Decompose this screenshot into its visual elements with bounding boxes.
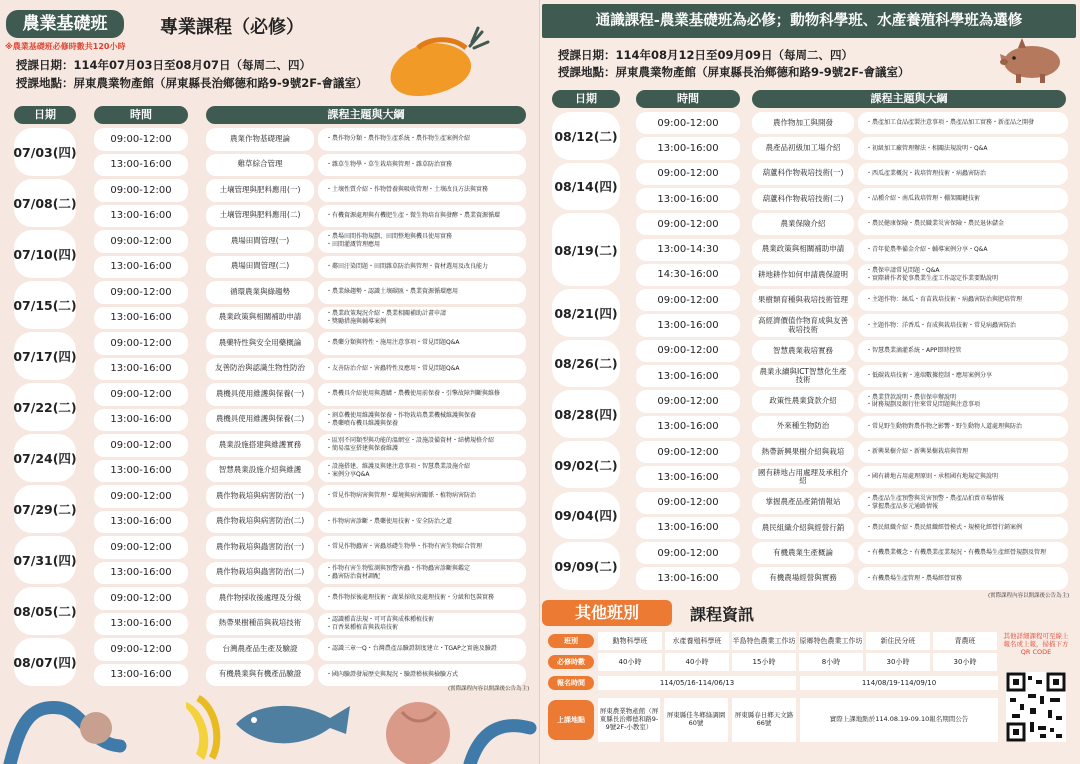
course-outline — [858, 264, 1068, 286]
venue-b: 屏東縣佳冬鄉綠調園60號 — [664, 698, 728, 742]
course-title: 智慧農業栽培實務 — [752, 340, 854, 362]
signup-period-b: 114/08/19-114/09/10 — [800, 676, 998, 690]
course-title: 農作物栽培與病害防治(二) — [206, 511, 314, 534]
course-title: 掌握農產品產銷情報站 — [752, 492, 854, 514]
time-cell: 09:00-12:00 — [94, 230, 188, 253]
qr-code-icon — [1006, 672, 1066, 742]
course-outline — [318, 536, 526, 559]
course-outline — [318, 613, 526, 636]
outline-line: ・鄰田汙染問題・田間雜草防治與管理・資材選用及改良能力 — [326, 262, 489, 270]
date-cell: 07/08(二) — [14, 179, 76, 227]
time-cell: 13:00-16:00 — [94, 358, 188, 381]
course-title: 農場田間管理(一) — [206, 230, 314, 253]
course-outline — [858, 492, 1068, 514]
outline-line: ・品種介紹・南瓜栽培管理・棚架關鍵技術 — [866, 195, 981, 203]
time-cell: 09:00-12:00 — [94, 281, 188, 304]
class-badge: 農業基礎班 — [6, 10, 124, 38]
course-title: 政策性農業貸款介紹 — [752, 390, 854, 412]
time-cell: 13:00-16:00 — [636, 137, 740, 159]
course-title: 農場田間管理(二) — [206, 256, 314, 279]
time-cell: 13:00-16:00 — [636, 416, 740, 438]
course-outline — [858, 365, 1068, 387]
left-footnote: (實際課程內容以開課後公告為主) — [448, 686, 530, 692]
outline-line: ・青年從農準備金介紹・輔導案例分享・Q&A — [866, 245, 988, 253]
course-place-line: 授課地點：屏東農業物產館（屏東縣長治鄉德和路9-9號2F-會議室） — [16, 76, 368, 90]
time-cell: 09:00-12:00 — [636, 340, 740, 362]
outline-line: ・智慧農業滴灌系統・APP即時控管 — [866, 346, 962, 354]
time-cell: 13:00-16:00 — [94, 664, 188, 687]
class-hours-cell: 40小時 — [598, 653, 662, 671]
time-cell: 13:00-14:30 — [636, 239, 740, 261]
course-outline — [318, 562, 526, 585]
course-outline — [318, 664, 526, 687]
outline-line: ・有機農業概念・有機農業產業現況・有機農場生產經營規劃及管理 — [866, 549, 1047, 557]
time-cell: 09:00-12:00 — [94, 179, 188, 202]
time-cell: 09:00-12:00 — [636, 492, 740, 514]
course-outline — [858, 542, 1068, 564]
date-cell: 08/12(二) — [552, 112, 620, 160]
outline-line: ・作物病害診斷・農藥使用技術・安全防治之道 — [326, 517, 453, 525]
time-cell: 09:00-12:00 — [636, 112, 740, 134]
course-outline — [318, 434, 526, 457]
right-footnote: (實際課程內容以開課後公告為主) — [988, 593, 1070, 599]
course-title: 農作物栽培與蟲害防治(二) — [206, 562, 314, 585]
other-classes-title: 其他班別 — [542, 600, 672, 626]
outline-line: ・雜草生物學・草生栽培與管理・雜草防治實務 — [326, 160, 453, 168]
time-cell: 13:00-16:00 — [94, 562, 188, 585]
outline-line: ・常見作物病害與管理・環境與病害關係・植物病害防治 — [326, 492, 477, 500]
row-label-venue: 上課地點 — [548, 700, 594, 740]
time-cell: 09:00-12:00 — [94, 536, 188, 559]
outline-line: ・有機資源處理與有機肥生產・微生物培育與發酵・農業資源循環 — [326, 211, 501, 219]
row-label-class: 班別 — [548, 634, 594, 648]
time-cell: 13:00-16:00 — [636, 517, 740, 539]
course-outline — [858, 112, 1068, 134]
course-outline — [858, 314, 1068, 336]
time-cell: 09:00-12:00 — [94, 383, 188, 406]
right-page — [540, 0, 1080, 764]
class-hours-cell: 15小時 — [732, 653, 796, 671]
date-cell: 08/14(四) — [552, 163, 620, 211]
course-outline — [318, 409, 526, 432]
time-cell: 13:00-16:00 — [94, 205, 188, 228]
outline-line: ・實際耕作者從事農業生產工作認定作業要點說明 — [866, 274, 999, 282]
course-title: 智慧農業設施介紹與維護 — [206, 460, 314, 483]
course-outline — [318, 460, 526, 483]
required-hours-note: ※農業基礎班必修時數共120小時 — [5, 42, 126, 51]
outline-line: ・農保申請常見問題・Q&A — [866, 267, 940, 275]
course-outline — [858, 390, 1068, 412]
course-outline — [318, 638, 526, 661]
outline-line: ・國內驗證發展歷史與現況・驗證稽核與檢驗方式 — [326, 670, 459, 678]
outline-line: ・農民組織介紹・農民組織經營模式・規模化經營行銷案例 — [866, 524, 1023, 532]
course-outline — [858, 137, 1068, 159]
course-title: 耕地耕作如何申請農保證明 — [752, 264, 854, 286]
course-title: 台灣農產品生產及驗證 — [206, 638, 314, 661]
time-cell: 13:00-16:00 — [636, 314, 740, 336]
venue-a: 屏東農業物產館（屏東縣長治鄉德和路9-9號2F-小教室） — [598, 698, 660, 742]
date-cell: 07/03(四) — [14, 128, 76, 176]
outline-line: ・常見野生動物對農作物之影響・野生動物人道處理與防治 — [866, 422, 1023, 430]
time-cell: 13:00-16:00 — [94, 154, 188, 177]
outline-line: ・百香果種植苗與栽培技術 — [326, 623, 399, 631]
course-title: 土壤管理與肥料應用(二) — [206, 205, 314, 228]
date-cell: 08/19(二) — [552, 213, 620, 286]
time-cell: 09:00-12:00 — [636, 289, 740, 311]
course-title: 農業設施搭建與維護實務 — [206, 434, 314, 457]
course-outline — [858, 188, 1068, 210]
course-title: 果樹類育種與栽培技術管理 — [752, 289, 854, 311]
time-cell: 13:00-16:00 — [94, 613, 188, 636]
time-cell: 09:00-12:00 — [94, 587, 188, 610]
course-outline — [858, 163, 1068, 185]
outline-line: ・新興果樹介紹・新興果樹栽培與管理 — [866, 448, 969, 456]
date-cell: 09/09(二) — [552, 542, 620, 590]
date-cell: 07/22(二) — [14, 383, 76, 431]
course-place-line-right: 授課地點：屏東農業物產館（屏東縣長治鄉德和路9-9號2F-會議室） — [558, 65, 910, 79]
course-title: 農藥特性與安全用藥概論 — [206, 332, 314, 355]
course-title: 有機農業與有機產品驗證 — [206, 664, 314, 687]
course-title: 農業政策與相關補助申請 — [206, 307, 314, 330]
class-name-cell: 新住民分班 — [866, 632, 930, 650]
course-title: 農民組織介紹與經營行銷 — [752, 517, 854, 539]
outline-line: ・西瓜產業概況・栽培管理技術・病蟲害防治 — [866, 169, 987, 177]
header-time-right: 時間 — [636, 90, 740, 108]
course-title: 高經濟價值作物育成與友善栽培技術 — [752, 314, 854, 336]
course-title: 葫蘆科作物栽培技術(一) — [752, 163, 854, 185]
date-cell: 07/31(四) — [14, 536, 76, 584]
course-title: 國有耕地占用處理及承租介紹 — [752, 466, 854, 488]
date-cell: 08/21(四) — [552, 289, 620, 337]
outline-line: ・國有耕地占用處理原則・承租國有地規定與說明 — [866, 473, 999, 481]
class-hours-cell: 30小時 — [933, 653, 997, 671]
course-outline — [858, 567, 1068, 589]
outline-line: ・案例分享Q&A — [326, 470, 370, 478]
date-cell: 07/15(二) — [14, 281, 76, 329]
course-title: 熱帶新興果樹介紹與栽培 — [752, 441, 854, 463]
course-outline — [318, 358, 526, 381]
time-cell: 09:00-12:00 — [94, 485, 188, 508]
course-outline — [318, 256, 526, 279]
outline-line: ・主題作物：絲瓜・育苗栽培技術・病蟲害防治與肥培管理 — [866, 296, 1023, 304]
time-cell: 09:00-12:00 — [94, 128, 188, 151]
class-name-cell: 動物科學班 — [598, 632, 662, 650]
date-cell: 08/28(四) — [552, 390, 620, 438]
boar-icon — [996, 34, 1068, 84]
course-outline — [318, 205, 526, 228]
farm-vegetables-illustration — [0, 684, 540, 764]
date-cell: 07/10(四) — [14, 230, 76, 278]
header-date-right: 日期 — [552, 90, 620, 108]
date-cell: 08/26(二) — [552, 340, 620, 388]
date-cell: 09/02(二) — [552, 441, 620, 489]
outline-line: ・農產加工食品產製注意事項・農產品加工實務・新產品之開發 — [866, 119, 1035, 127]
venue-d: 實際上課地點於114.08.19-09.10報名期間公告 — [800, 698, 998, 742]
course-title: 農作物栽培與蟲害防治(一) — [206, 536, 314, 559]
outline-line: ・初級加工廠管理辦法・相關法規說明・Q&A — [866, 144, 988, 152]
time-cell: 09:00-12:00 — [94, 638, 188, 661]
time-cell: 09:00-12:00 — [636, 441, 740, 463]
venue-c: 屏東縣春日鄉天文路66號 — [732, 698, 796, 742]
class-name-cell: 水產養殖科學班 — [665, 632, 729, 650]
outline-line: ・蟲害防治資材調配 — [326, 572, 381, 580]
class-name-cell: 半島特色農業工作坊 — [732, 632, 796, 650]
time-cell: 13:00-16:00 — [636, 365, 740, 387]
course-outline — [318, 485, 526, 508]
class-name-cell: 青農班 — [933, 632, 997, 650]
course-title: 農產品初級加工場介紹 — [752, 137, 854, 159]
course-title: 農機具使用維護與保養(一) — [206, 383, 314, 406]
time-cell: 13:00-16:00 — [636, 466, 740, 488]
time-cell: 13:00-16:00 — [636, 567, 740, 589]
outline-line: ・有機農場生產管理・農場經營實務 — [866, 574, 963, 582]
date-cell: 08/05(二) — [14, 587, 76, 635]
course-title: 友善防治與認識生物性防治 — [206, 358, 314, 381]
time-cell: 13:00-16:00 — [94, 409, 188, 432]
course-outline — [858, 416, 1068, 438]
course-outline — [858, 239, 1068, 261]
time-cell: 09:00-12:00 — [94, 332, 188, 355]
header-date: 日期 — [14, 106, 76, 124]
qr-note: 其他詳細課程可至線上報名或上報，掃描下方QR CODE — [1003, 632, 1069, 657]
outline-line: ・農藥分類與特性・施用注意事項・常見問題Q&A — [326, 339, 460, 347]
time-cell: 13:00-16:00 — [94, 460, 188, 483]
outline-line: ・農業貸款說明・農信保申辦說明 — [866, 393, 957, 401]
general-course-banner: 通識課程-農業基礎班為必修；動物科學班、水產養殖科學班為選修 — [542, 4, 1076, 38]
course-outline — [858, 517, 1068, 539]
header-topic-right: 課程主題與大綱 — [752, 90, 1066, 108]
course-outline — [858, 289, 1068, 311]
course-title: 農作物採收後處理及分級 — [206, 587, 314, 610]
outline-line: ・低碳栽培技術・遠端數據控制・應用案例分享 — [866, 372, 993, 380]
course-outline — [318, 230, 526, 253]
course-title: 農作物栽培與病害防治(一) — [206, 485, 314, 508]
course-info-title: 課程資訊 — [690, 605, 755, 624]
time-cell: 14:30-16:00 — [636, 264, 740, 286]
course-outline — [318, 128, 526, 151]
outline-line: ・友善防治介紹・害蟲特性及應用・常見問題Q&A — [326, 364, 460, 372]
outline-line: ・簡易溫室搭建與保養維護 — [326, 445, 399, 453]
class-name-cell: 原鄉特色農業工作坊 — [799, 632, 863, 650]
outline-line: ・農產品生產預警與災害預警・農產品拍賣市場情報 — [866, 494, 1005, 502]
date-cell: 07/24(四) — [14, 434, 76, 482]
course-title: 葫蘆科作物栽培技術(二) — [752, 188, 854, 210]
course-outline — [858, 213, 1068, 235]
course-outline — [318, 281, 526, 304]
course-title: 農業政策與相關補助申請 — [752, 239, 854, 261]
course-date-line-right: 授課日期：114年08月12日至09月09日（每周二、四） — [558, 48, 854, 62]
course-title: 農機具使用維護與保養(二) — [206, 409, 314, 432]
outline-line: ・認識種苗法規・可可苗與成株種植技術 — [326, 615, 435, 623]
course-title: 雞草綜合管理 — [206, 154, 314, 177]
signup-period-a: 114/05/16-114/06/13 — [598, 676, 796, 690]
course-title: 農業作物基礎理論 — [206, 128, 314, 151]
outline-line: ・認識三章一Q・台灣農產品驗證制度建立・TGAP之實施及驗證 — [326, 645, 497, 653]
outline-line: ・作物有害生物監測與預警害蟲・作物蟲害診斷與鑑定 — [326, 564, 471, 572]
outline-line: ・農業綠趨勢・認識土壤碳匯・農業資源循環應用 — [326, 288, 459, 296]
outline-line: ・主題作物：洋香瓜・育成與栽培技術・常見病蟲害防治 — [866, 321, 1017, 329]
course-outline — [318, 179, 526, 202]
qr-code[interactable] — [1006, 672, 1066, 742]
date-cell: 07/29(二) — [14, 485, 76, 533]
course-outline — [858, 340, 1068, 362]
outline-line: ・農藥噴布機具維護與保養 — [326, 419, 399, 427]
outline-line: ・農作物採後處理技術・蔬果採收及處理技術・分級和包裝實務 — [326, 594, 495, 602]
class-hours-cell: 40小時 — [665, 653, 729, 671]
header-time: 時間 — [94, 106, 188, 124]
course-title: 農作物加工與開發 — [752, 112, 854, 134]
course-outline — [318, 587, 526, 610]
date-cell: 07/17(四) — [14, 332, 76, 380]
outline-line: ・農場田間作物規劃、田間整地與機具使用實務 — [326, 233, 453, 241]
outline-line: ・農業政策現況介紹・農業相關補助計畫申請 — [326, 309, 447, 317]
time-cell: 09:00-12:00 — [636, 163, 740, 185]
outline-line: ・財務規劃及銀行往來常見問題與注意事項 — [866, 401, 981, 409]
sweet-potato-icon — [378, 24, 490, 106]
time-cell: 09:00-12:00 — [636, 390, 740, 412]
course-title: 有機農業生產概論 — [752, 542, 854, 564]
course-title: 外來種生物防治 — [752, 416, 854, 438]
course-date-line: 授課日期：114年07月03日至08月07日（每周二、四） — [16, 58, 312, 72]
outline-line: ・掌握農產品多元通路情報 — [866, 502, 939, 510]
outline-line: ・農作物分類・農作物生產系統・農作物生產案例介紹 — [326, 135, 471, 143]
date-cell: 08/07(四) — [14, 638, 76, 686]
time-cell: 09:00-12:00 — [636, 542, 740, 564]
course-title: 循環農業與綠趨勢 — [206, 281, 314, 304]
course-outline — [858, 441, 1068, 463]
class-hours-cell: 30小時 — [866, 653, 930, 671]
time-cell: 09:00-12:00 — [636, 213, 740, 235]
time-cell: 13:00-16:00 — [636, 188, 740, 210]
outline-line: ・田間灌溉管理應用 — [326, 241, 381, 249]
course-outline — [318, 154, 526, 177]
outline-line: ・割草機使用維護與保養・作物栽培農業機械維護與保養 — [326, 411, 477, 419]
time-cell: 13:00-16:00 — [94, 511, 188, 534]
outline-line: ・農機具介紹使用與選購・農機使用前保養・引擎故障判斷與維修 — [326, 390, 501, 398]
time-cell: 09:00-12:00 — [94, 434, 188, 457]
class-hours-cell: 8小時 — [799, 653, 863, 671]
outline-line: ・農民健康保險・農民職業災害保險・農民退休儲金 — [866, 220, 1005, 228]
page-heading: 專業課程（必修） — [160, 17, 304, 38]
course-title: 農業保險介紹 — [752, 213, 854, 235]
outline-line: ・區別不同類型與功能的溫網室・設施設備資材・結構規格介紹 — [326, 437, 495, 445]
course-outline — [858, 466, 1068, 488]
row-label-signup: 報名時間 — [548, 676, 594, 690]
outline-line: ・土壤性質介紹・作物營養與吸收管理・土壤改良方法與實務 — [326, 186, 489, 194]
outline-line: ・設施搭建、維護及與建注意事項・智慧農業設施介紹 — [326, 462, 471, 470]
outline-line: ・常見作物蟲害・害蟲基礎生物學・作物有害生物綜合管理 — [326, 543, 483, 551]
course-outline — [318, 332, 526, 355]
course-title: 農業永續與ICT智慧化生產技術 — [752, 365, 854, 387]
time-cell: 13:00-16:00 — [94, 256, 188, 279]
course-outline — [318, 383, 526, 406]
course-title: 土壤管理與肥料應用(一) — [206, 179, 314, 202]
course-title: 有機農場經營與實務 — [752, 567, 854, 589]
date-cell: 09/04(四) — [552, 492, 620, 540]
time-cell: 13:00-16:00 — [94, 307, 188, 330]
row-label-hours: 必修時數 — [548, 655, 594, 669]
course-title: 熱帶果樹種苗與栽培技術 — [206, 613, 314, 636]
course-outline — [318, 511, 526, 534]
course-outline — [318, 307, 526, 330]
outline-line: ・獎勵措施與輔導案例 — [326, 317, 387, 325]
header-topic: 課程主題與大綱 — [206, 106, 526, 124]
